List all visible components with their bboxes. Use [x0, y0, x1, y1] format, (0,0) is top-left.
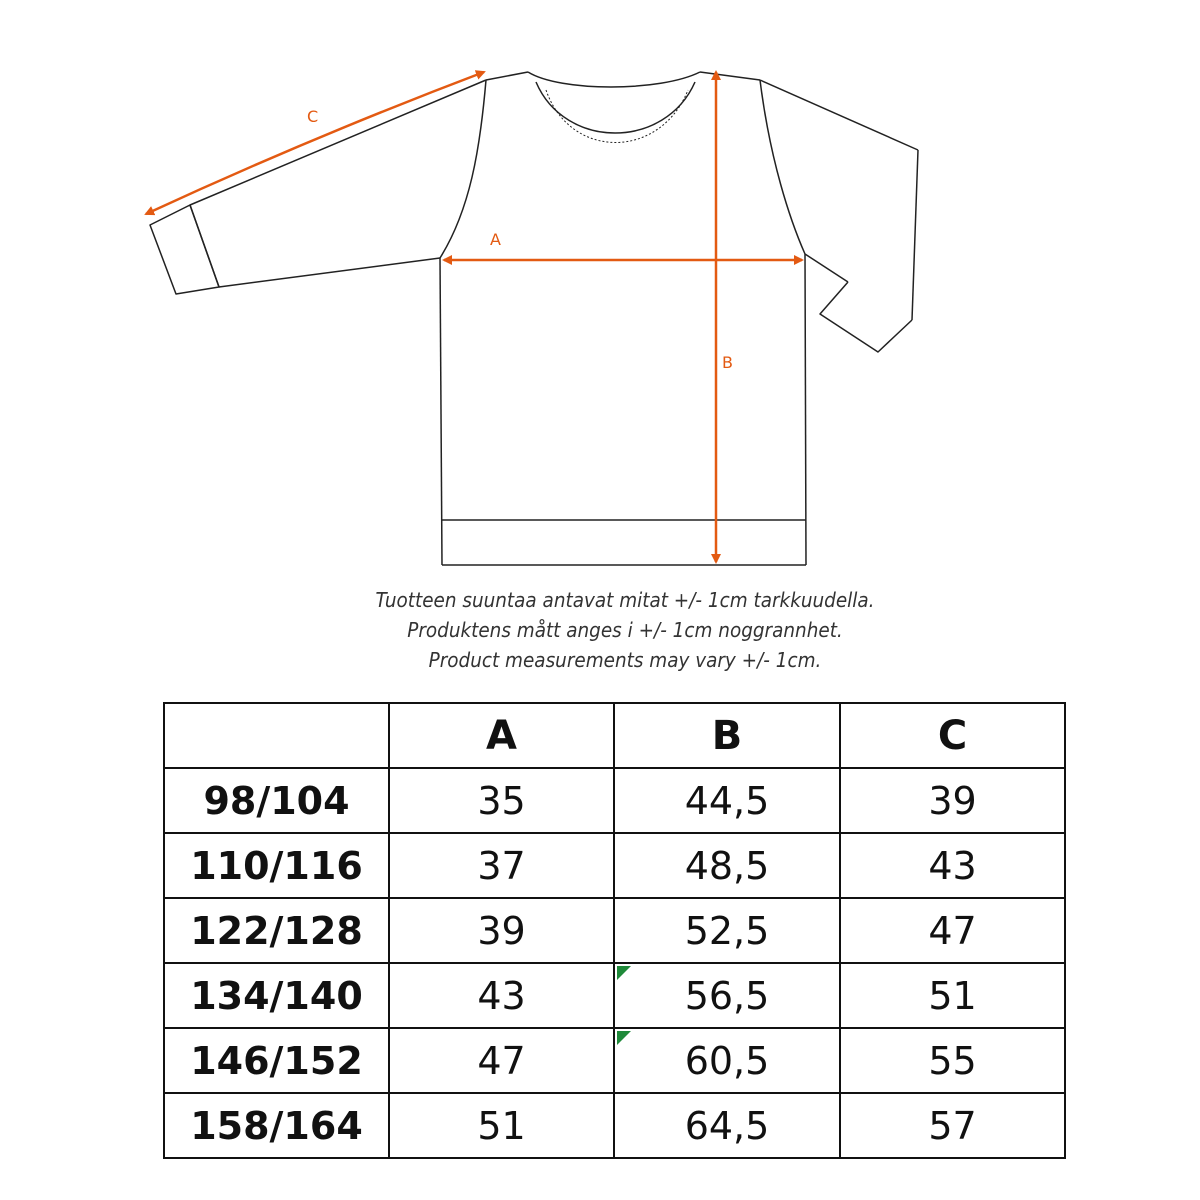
value-c-cell: 57	[840, 1093, 1065, 1158]
size-cell: 134/140	[164, 963, 389, 1028]
size-cell: 122/128	[164, 898, 389, 963]
value-c-cell: 39	[840, 768, 1065, 833]
value-c-cell: 55	[840, 1028, 1065, 1093]
right-shoulder	[700, 72, 760, 80]
dimension-label-c: C	[307, 107, 319, 126]
note-swedish: Produktens mått anges i +/- 1cm noggrannhet.	[407, 618, 843, 642]
right-sleeve-inner	[805, 254, 848, 282]
size-cell: 110/116	[164, 833, 389, 898]
sweatshirt-outline	[150, 72, 918, 565]
size-table	[163, 702, 1066, 1159]
dimension-arrows	[146, 72, 802, 562]
body-right-side	[805, 254, 806, 565]
value-a-cell: 43	[389, 963, 614, 1028]
collar-inner	[536, 82, 695, 133]
note-english: Product measurements may vary +/- 1cm.	[428, 648, 822, 672]
left-cuff	[150, 205, 219, 294]
value-b-text: 60,5	[684, 1038, 770, 1083]
value-b-cell: 64,5	[614, 1093, 840, 1158]
value-a-cell: 39	[389, 898, 614, 963]
header-b: B	[614, 703, 840, 768]
right-sleeve-top	[760, 80, 918, 150]
left-sleeve-bottom	[219, 258, 440, 287]
value-b-text: 56,5	[684, 973, 770, 1018]
value-a-cell: 47	[389, 1028, 614, 1093]
header-c: C	[840, 703, 1065, 768]
dimension-label-a: A	[490, 230, 501, 249]
size-cell: 98/104	[164, 768, 389, 833]
collar-outer	[528, 72, 700, 87]
value-c-cell: 43	[840, 833, 1065, 898]
value-b-cell	[614, 963, 840, 1028]
table-row	[164, 963, 1065, 1028]
table-row	[164, 1028, 1065, 1093]
value-b-cell: 52,5	[614, 898, 840, 963]
size-cell: 158/164	[164, 1093, 389, 1158]
dimension-arrow-c	[146, 72, 484, 214]
value-b-cell	[614, 1028, 840, 1093]
value-c-cell: 51	[840, 963, 1065, 1028]
body-left-side	[440, 258, 442, 565]
left-shoulder	[486, 72, 528, 80]
size-cell: 146/152	[164, 1028, 389, 1093]
sweatshirt-diagram	[0, 0, 1200, 580]
table-row	[164, 898, 1065, 963]
measurement-notes	[280, 585, 970, 675]
dimension-label-b: B	[722, 353, 733, 372]
cell-comment-flag-icon	[617, 1031, 631, 1045]
left-armhole	[440, 80, 486, 258]
value-a-cell: 51	[389, 1093, 614, 1158]
left-cuff-seam	[190, 205, 219, 287]
value-a-cell: 37	[389, 833, 614, 898]
right-sleeve-outer	[912, 150, 918, 320]
value-a-cell: 35	[389, 768, 614, 833]
table-header-row	[164, 703, 1065, 768]
note-finnish: Tuotteen suuntaa antavat mitat +/- 1cm tarkkuudella.	[375, 588, 875, 612]
right-armhole	[760, 80, 805, 254]
cell-comment-flag-icon	[617, 966, 631, 980]
right-cuff	[820, 282, 912, 352]
left-sleeve-top	[190, 80, 486, 205]
header-a: A	[389, 703, 614, 768]
table-row	[164, 833, 1065, 898]
table-row	[164, 1093, 1065, 1158]
value-b-cell: 44,5	[614, 768, 840, 833]
header-empty	[164, 703, 389, 768]
value-b-cell: 48,5	[614, 833, 840, 898]
table-row	[164, 768, 1065, 833]
value-c-cell: 47	[840, 898, 1065, 963]
